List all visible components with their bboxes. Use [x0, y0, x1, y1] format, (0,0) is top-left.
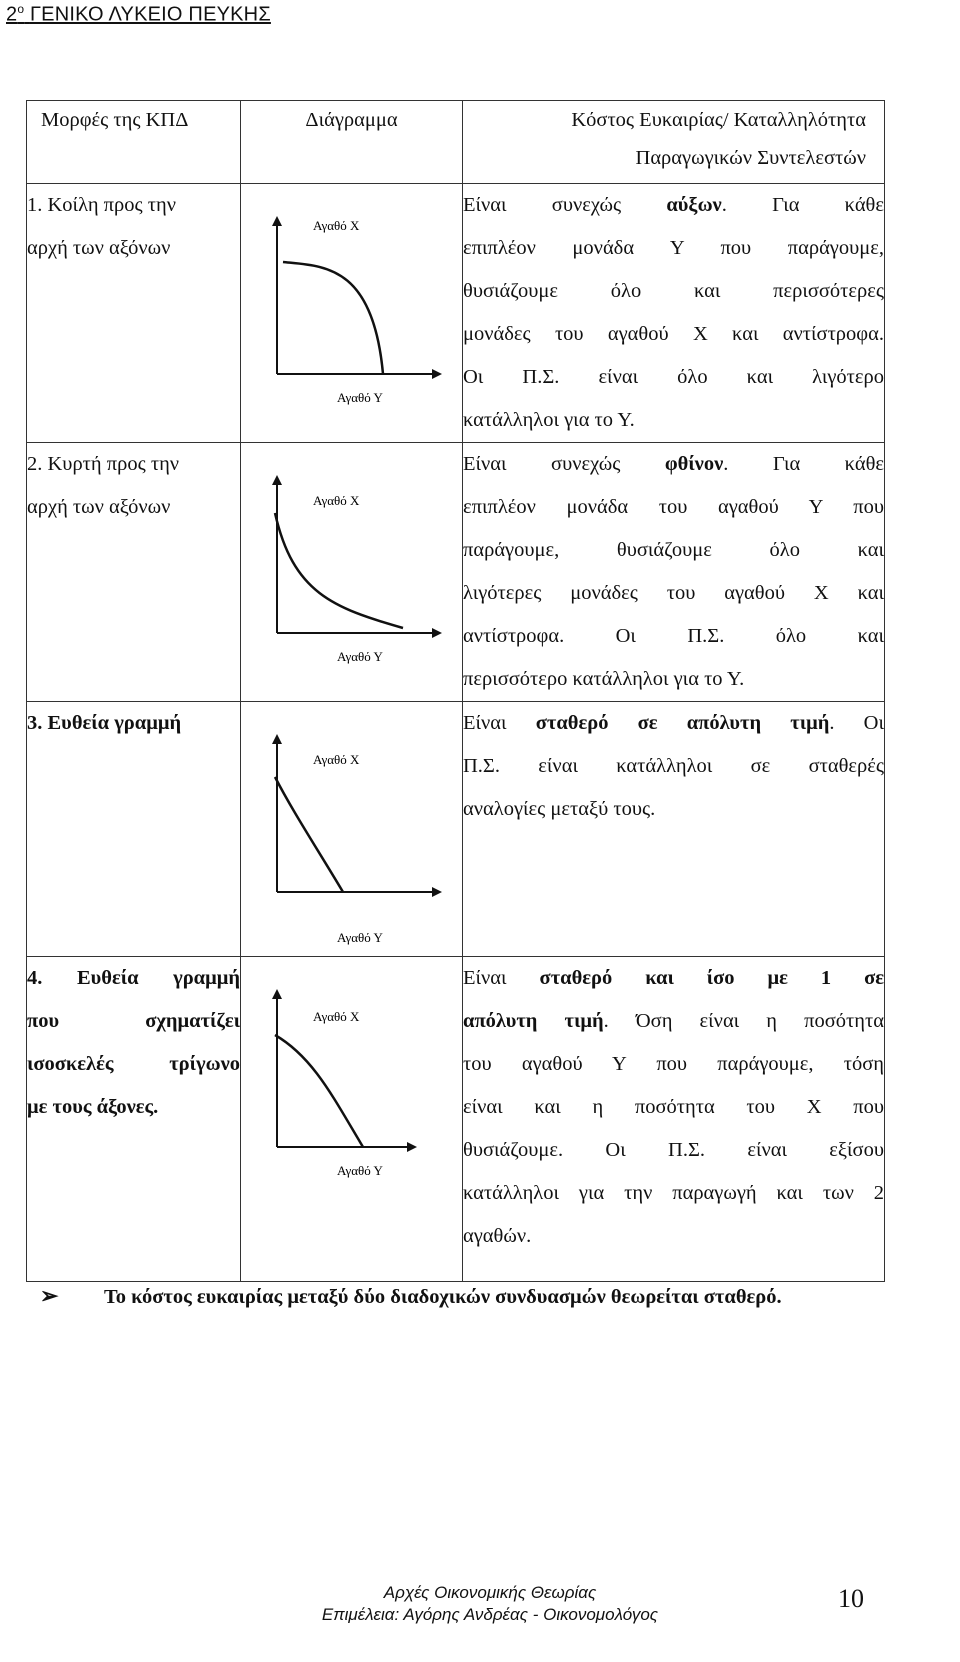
- description-line: [463, 1215, 884, 1258]
- description-text: Είναι: [463, 712, 536, 734]
- ppf-curve: [275, 513, 403, 628]
- description-line: [463, 1043, 884, 1086]
- description-text: είναι και η ποσότητα του Χ που: [463, 1096, 884, 1118]
- opportunity-cost-description: [463, 443, 885, 702]
- description-line: [463, 1129, 884, 1172]
- x-axis-arrow-icon: [407, 1142, 417, 1152]
- description-line: [463, 658, 884, 701]
- table-row: [27, 443, 885, 702]
- ppf-diagram: [241, 184, 461, 427]
- x-axis-arrow-icon: [432, 628, 442, 638]
- col-header-line1: Κόστος Ευκαιρίας/ Καταλληλότητα: [571, 109, 866, 131]
- description-text: παράγουμε, θυσιάζουμε όλο και: [463, 539, 884, 561]
- y-axis-label: Αγαθό Χ: [313, 1009, 360, 1024]
- description-text: . Για κάθε: [721, 194, 884, 216]
- description-line: [463, 957, 884, 1000]
- ppf-forms-table: [26, 100, 885, 1282]
- opportunity-cost-description: [463, 702, 885, 957]
- description-text: . Για κάθε: [723, 453, 884, 475]
- ppf-diagram-cell: [241, 443, 463, 702]
- col-header-line2: Παραγωγικών Συντελεστών: [635, 147, 866, 169]
- ppf-form-line: που σχηματίζει: [27, 1010, 240, 1032]
- x-axis-label: Αγαθό Υ: [337, 649, 383, 664]
- ppf-form-line: με τους άξονες.: [27, 1096, 159, 1118]
- description-text: Οι Π.Σ. είναι όλο και λιγότερο: [463, 366, 884, 388]
- ppf-form-line: 1. Κοίλη προς την: [27, 194, 176, 216]
- y-axis-arrow-icon: [272, 475, 282, 485]
- description-line: [463, 184, 884, 227]
- ppf-form-line: 3. Ευθεία γραμμή: [27, 712, 182, 734]
- school-header: $2^o$ ΓΕΝΙΚΟ ΛΥΚΕΙΟ ΠΕΥΚΗΣ: [6, 2, 271, 26]
- description-line: [463, 486, 884, 529]
- description-line: [463, 1172, 884, 1215]
- ppf-diagram-cell: [241, 184, 463, 443]
- description-line: [463, 399, 884, 442]
- ppf-form-line: αρχή των αξόνων: [27, 237, 171, 259]
- ppf-form-cell: [27, 443, 241, 702]
- footer: [230, 1582, 750, 1626]
- ppf-form-line: αρχή των αξόνων: [27, 496, 171, 518]
- emphasis-text: φθίνον: [664, 453, 724, 475]
- ppf-curve: [275, 777, 343, 892]
- table-row: [27, 702, 885, 957]
- ppf-form-cell: [27, 957, 241, 1282]
- y-axis-label: Αγαθό Χ: [313, 493, 360, 508]
- description-line: [463, 270, 884, 313]
- ppf-curve: [275, 1035, 363, 1147]
- description-line: [463, 313, 884, 356]
- description-line: [463, 1086, 884, 1129]
- table-row: [27, 184, 885, 443]
- description-text: αντίστροφα. Οι Π.Σ. όλο και: [463, 625, 884, 647]
- description-text: λιγότερες μονάδες του αγαθού Χ και: [463, 582, 884, 604]
- description-text: αναλογίες μεταξύ τους.: [463, 798, 656, 820]
- ppf-diagram-cell: [241, 702, 463, 957]
- y-axis-label: Αγαθό Χ: [313, 752, 360, 767]
- description-text: θυσιάζουμε όλο και περισσότερες: [463, 280, 884, 302]
- page-number: 10: [838, 1584, 864, 1613]
- note-text: Το κόστος ευκαιρίας μεταξύ δύο διαδοχικών συνδυασμών θεωρείται σταθερό.: [104, 1286, 782, 1308]
- description-line: [463, 356, 884, 399]
- description-text: μονάδες του αγαθού Χ και αντίστροφα.: [463, 323, 884, 345]
- emphasis-text: απόλυτη τιμή: [463, 1010, 604, 1032]
- description-text: . Όση είναι η ποσότητα: [603, 1010, 884, 1032]
- description-line: [463, 1000, 884, 1043]
- ppf-form-cell: [27, 184, 241, 443]
- x-axis-label: Αγαθό Υ: [337, 390, 383, 405]
- description-text: Είναι συνεχώς: [463, 453, 665, 475]
- y-axis-arrow-icon: [272, 734, 282, 744]
- description-line: [463, 788, 884, 831]
- description-text: Π.Σ. είναι κατάλληλοι σε σταθερές: [463, 755, 884, 777]
- description-line: [463, 572, 884, 615]
- ppf-diagram-cell: [241, 957, 463, 1282]
- description-text: Είναι συνεχώς: [463, 194, 667, 216]
- table-row: [27, 957, 885, 1282]
- col-header-forms: Μορφές της ΚΠΔ: [27, 101, 241, 184]
- description-line: [463, 702, 884, 745]
- footer-author: Επιμέλεια: Αγόρης Ανδρέας - Οικονομολόγος: [321, 1605, 659, 1624]
- x-axis-label: Αγαθό Υ: [337, 930, 383, 945]
- ppf-diagram: [241, 702, 461, 955]
- ppf-form-cell: [27, 702, 241, 957]
- description-text: επιπλέον μονάδα του αγαθού Υ που: [463, 496, 884, 518]
- description-line: [463, 615, 884, 658]
- ppf-form-line: ισοσκελές τρίγωνο: [27, 1053, 240, 1075]
- y-axis-label: Αγαθό Χ: [313, 218, 360, 233]
- footer-course: Αρχές Οικονομικής Θεωρίας: [383, 1583, 597, 1602]
- description-text: περισσότερο κατάλληλοι για το Υ.: [463, 668, 745, 690]
- description-line: [463, 529, 884, 572]
- y-axis-arrow-icon: [272, 989, 282, 999]
- col-header-diagram: Διάγραμμα: [241, 101, 463, 184]
- description-text: κατάλληλοι για το Υ.: [463, 409, 635, 431]
- table-header-row: [27, 101, 885, 184]
- description-text: του αγαθού Υ που παράγουμε, τόση: [463, 1053, 884, 1075]
- ppf-curve: [283, 262, 383, 374]
- description-line: [463, 443, 884, 486]
- description-text: Είναι: [463, 967, 540, 989]
- ppf-diagram: [241, 443, 461, 699]
- opportunity-cost-description: [463, 184, 885, 443]
- emphasis-text: σταθερό σε απόλυτη τιμή: [535, 712, 830, 734]
- x-axis-arrow-icon: [432, 887, 442, 897]
- x-axis-arrow-icon: [432, 369, 442, 379]
- description-text: θυσιάζουμε. Οι Π.Σ. είναι εξίσου: [463, 1139, 884, 1161]
- description-text: . Οι: [829, 712, 884, 734]
- ppf-diagram: [241, 957, 461, 1280]
- x-axis-label: Αγαθό Υ: [337, 1163, 383, 1178]
- y-axis-arrow-icon: [272, 216, 282, 226]
- bullet-arrow-icon: ➢: [40, 1283, 59, 1308]
- description-text: αγαθών.: [463, 1225, 532, 1247]
- col-header-opportunity-cost: [463, 101, 885, 184]
- emphasis-text: αύξων: [666, 194, 722, 216]
- ppf-form-line: 4. Ευθεία γραμμή: [27, 967, 240, 989]
- constant-cost-note: [40, 1283, 900, 1309]
- description-text: κατάλληλοι για την παραγωγή και των 2: [463, 1182, 884, 1204]
- ppf-form-line: 2. Κυρτή προς την: [27, 453, 180, 475]
- description-text: επιπλέον μονάδα Υ που παράγουμε,: [463, 237, 884, 259]
- emphasis-text: σταθερό και ίσο με 1 σε: [539, 967, 885, 989]
- opportunity-cost-description: [463, 957, 885, 1282]
- description-line: [463, 745, 884, 788]
- description-line: [463, 227, 884, 270]
